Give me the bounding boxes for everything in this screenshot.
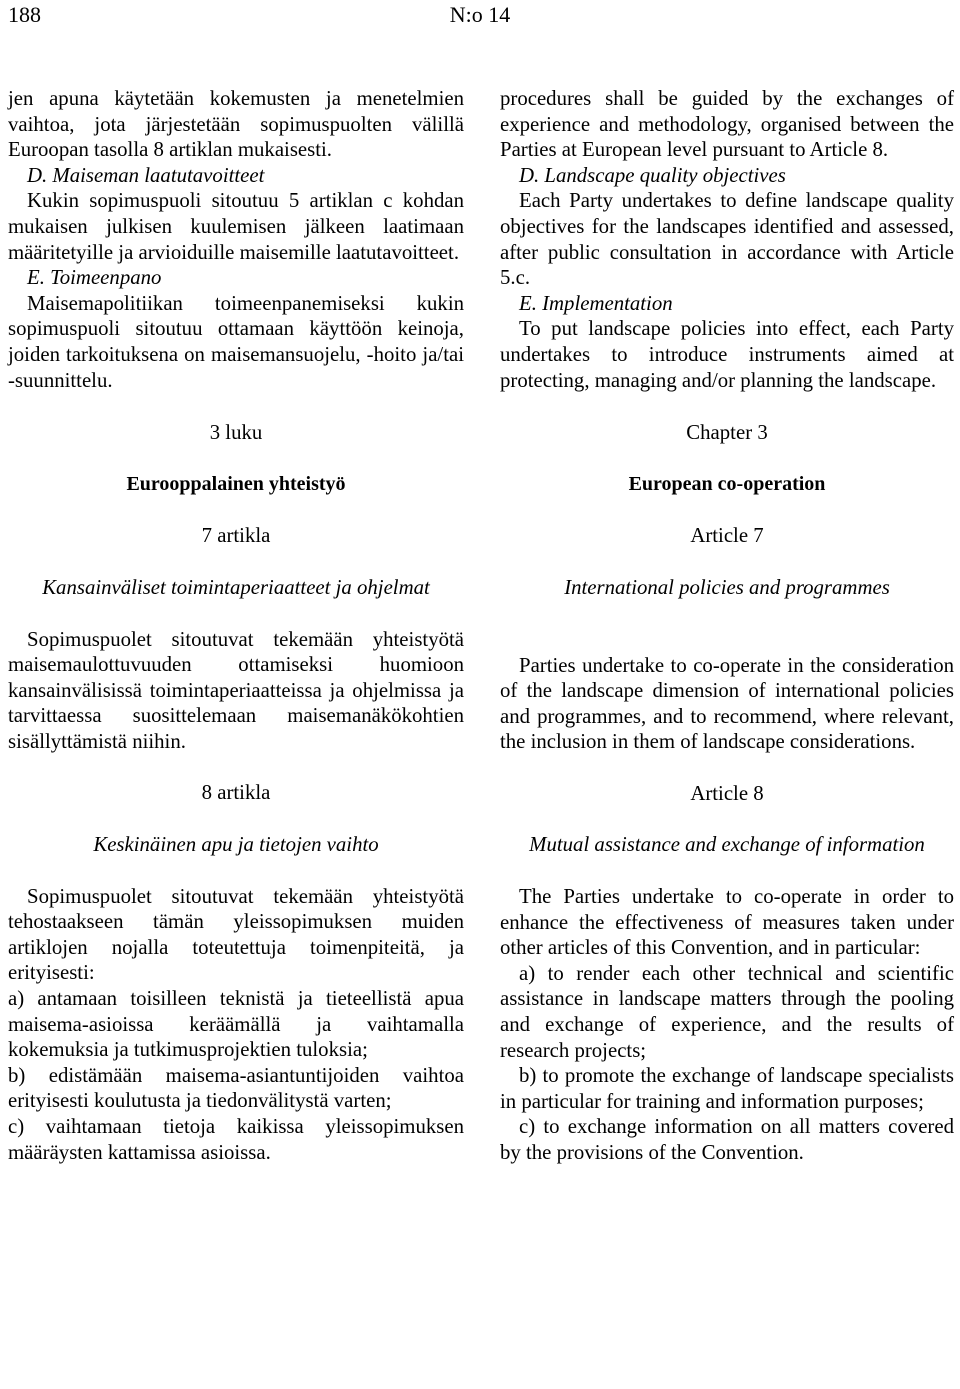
- section-e-heading: E. Implementation: [519, 291, 673, 315]
- article-7-text: Parties undertake to co-operate in the consideration of the landscape dimension of international policies and programmes, and to recommend, where relevant, the inclusion in them of landscape considerations.: [500, 653, 954, 754]
- article-8-title: Keskinäinen apu ja tietojen vaihto: [93, 833, 379, 857]
- article-7-text: Sopimuspuolet sitoutuvat tekemään yhteistyötä maisemaulottuvuuden ottamiseksi huomioon kansainvälisissä toimintaperiaatteissa ja ohjelmissa ja tarvittaessa suosittelemaan maisemanäkökohtien sisällyttämistä niihin.: [8, 627, 464, 753]
- issue-number: N:o 14: [449, 2, 511, 27]
- article-8-item-c: c) to exchange information on all matters covered by the provisions of the Convention.: [500, 1115, 954, 1164]
- article-8-label: 8 artikla: [201, 781, 271, 805]
- section-d-heading: D. Maiseman laatutavoitteet: [27, 163, 265, 187]
- english-column: [500, 86, 954, 1166]
- page-header: [0, 0, 960, 30]
- section-e-text: Maisemapolitiikan toimeenpanemiseksi kukin sopimuspuoli sitoutuu ottamaan käyttöön keinoja, joiden tarkoituksena on maisemansuojelu, -hoito ja/tai -suunnittelu.: [8, 291, 464, 392]
- article-8-item-a: a) antamaan toisilleen teknistä ja tieteellistä apua maisema-asioissa keräämällä ja vaihtamalla kokemuksia ja tutkimusprojektien tuloksia;: [8, 987, 464, 1062]
- section-e-text: To put landscape policies into effect, each Party undertakes to introduce instruments aimed at protecting, managing and/or planning the landscape.: [500, 317, 954, 392]
- article-8-item-b: b) to promote the exchange of landscape specialists in particular for training and information purposes;: [500, 1064, 954, 1113]
- article-8-text: The Parties undertake to co-operate in order to enhance the effectiveness of measures taken under other articles of this Convention, and in particular:: [500, 885, 954, 960]
- intro-paragraph: jen apuna käytetään kokemusten ja menetelmien vaihtoa, jota järjestetään sopimuspuolten välillä Euroopan tasolla 8 artiklan mukaisesti.: [8, 87, 464, 162]
- article-7-title: International policies and programmes: [564, 575, 890, 599]
- chapter-label: 3 luku: [209, 421, 263, 445]
- article-7-label: 7 artikla: [201, 524, 271, 548]
- article-8-item-a: a) to render each other technical and scientific assistance in landscape matters through the pooling and exchange of experience, and the results of research projects;: [500, 961, 954, 1062]
- article-8-text: Sopimuspuolet sitoutuvat tekemään yhteistyötä tehostaakseen tämän yleissopimuksen muiden artiklojen nojalla toteutettuja toimenpiteitä, ja erityisesti:: [8, 884, 464, 985]
- article-7-title: Kansainväliset toimintaperiaatteet ja ohjelmat: [42, 575, 430, 599]
- section-d-heading: D. Landscape quality objectives: [519, 163, 786, 187]
- section-d-text: Kukin sopimuspuoli sitoutuu 5 artiklan c kohdan mukaisen julkisen kuulemisen jälkeen laatimaan määritetyille ja arvioiduille maisemille laatutavoitteet.: [8, 189, 464, 264]
- article-8-title: Mutual assistance and exchange of information: [529, 833, 925, 857]
- article-8-label: Article 8: [690, 781, 764, 805]
- article-7-label: Article 7: [690, 524, 764, 548]
- chapter-title: Eurooppalainen yhteistyö: [126, 472, 346, 495]
- finnish-column: [8, 86, 464, 1165]
- intro-paragraph: procedures shall be guided by the exchanges of experience and methodology, organised between the Parties at European level pursuant to Article 8.: [500, 87, 954, 162]
- chapter-title: European co-operation: [628, 472, 826, 495]
- article-8-item-c: c) vaihtamaan tietoja kaikissa yleissopimuksen määräysten kattamissa asioissa.: [8, 1115, 464, 1164]
- section-d-text: Each Party undertakes to define landscape quality objectives for the landscapes identified and assessed, after public consultation in accordance with Article 5.c.: [500, 189, 954, 290]
- page-number: 188: [8, 2, 41, 27]
- article-8-item-b: b) edistämään maisema-asiantuntijoiden vaihtoa erityisesti koulutusta ja tiedonvälitystä varten;: [8, 1063, 464, 1113]
- chapter-label: Chapter 3: [686, 421, 768, 445]
- section-e-heading: E. Toimeenpano: [27, 266, 162, 290]
